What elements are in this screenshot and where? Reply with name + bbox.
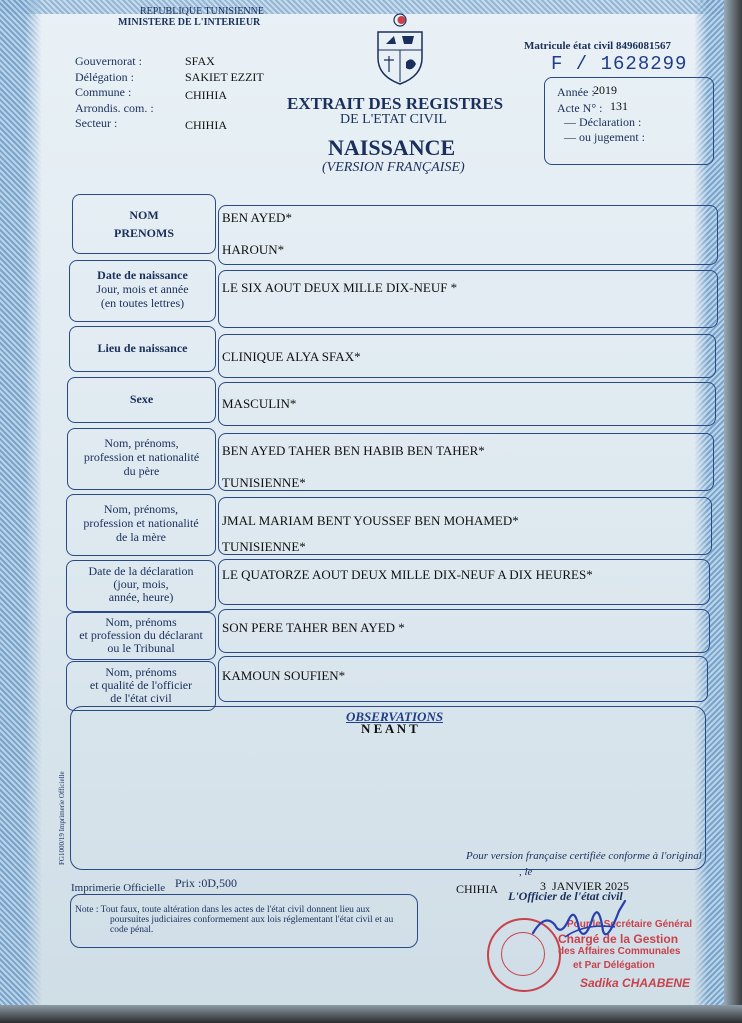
- gouvernorat-value: SFAX: [185, 54, 215, 68]
- naissance-value: LE SIX AOUT DEUX MILLE DIX-NEUF *: [222, 280, 458, 295]
- sexe-value: MASCULIN*: [222, 396, 297, 411]
- naissance-label: Date de naissance: [97, 268, 188, 282]
- declaration-label: — Déclaration :: [564, 115, 642, 129]
- declaration-date-label1: Date de la déclaration: [88, 564, 194, 578]
- secteur-value: CHIHIA: [185, 118, 227, 132]
- mere-label-box: [66, 494, 216, 556]
- declarant-label3: ou le Tribunal: [107, 641, 175, 655]
- signature-icon: [525, 893, 635, 948]
- annee-label: Année :: [557, 85, 595, 99]
- sexe-label-box: [67, 377, 216, 423]
- acte-value: 131: [610, 99, 628, 113]
- naissance-value-box: [218, 270, 718, 328]
- decorative-border-left: [0, 0, 42, 1023]
- naissance-sublabel2: (en toutes lettres): [100, 296, 185, 310]
- ministry-label: MINISTERE DE L'INTERIEUR: [118, 17, 261, 28]
- pere-nationality-value: TUNISIENNE*: [222, 475, 306, 490]
- officer-title: L'Officier de l'état civil: [508, 889, 623, 903]
- declaration-date-value: LE QUATORZE AOUT DEUX MILLE DIX-NEUF A DIX HEURES*: [222, 567, 593, 582]
- commune-value: CHIHIA: [185, 88, 227, 102]
- date-value: JANVIER 2025: [552, 879, 629, 893]
- nom-value: BEN AYED*: [222, 210, 292, 225]
- matricule-value: 8496081567: [615, 40, 671, 52]
- title-main: NAISSANCE: [328, 135, 456, 160]
- note-line1: Note : Tout faux, toute altération dans les actes de l'état civil donnent lieu aux: [75, 905, 371, 915]
- pere-label-box: [67, 428, 216, 490]
- commune-label: Commune :: [75, 85, 132, 99]
- background-edge-bottom: [0, 1005, 742, 1023]
- officier-label1: Nom, prénoms: [105, 665, 177, 679]
- printer-label: Imprimerie Officielle: [71, 882, 166, 894]
- mere-nationality-value: TUNISIENNE*: [222, 539, 306, 554]
- acte-label: Acte N° :: [557, 101, 603, 115]
- nom-value-box: [218, 205, 718, 265]
- stamp-line4: et Par Délégation: [573, 960, 655, 971]
- observations-title: OBSERVATIONS: [346, 709, 444, 724]
- pere-label1: Nom, prénoms,: [104, 436, 179, 450]
- matricule-label: Matricule état civil 8496081567: [524, 40, 671, 52]
- prenoms-label: PRENOMS: [114, 226, 174, 240]
- mere-label2: profession et nationalité: [83, 516, 199, 530]
- secteur-label: Secteur :: [75, 116, 118, 130]
- title-version: (VERSION FRANÇAISE): [322, 160, 465, 175]
- mere-name-value: JMAL MARIAM BENT YOUSSEF BEN MOHAMED*: [222, 513, 519, 528]
- nom-label-box: [72, 194, 216, 254]
- officier-value: KAMOUN SOUFIEN*: [222, 668, 346, 683]
- price-label: Prix :0D,500: [175, 876, 238, 890]
- lieu-label: Lieu de naissance: [97, 341, 188, 355]
- republic-label: REPUBLIQUE TUNISIENNE: [140, 6, 264, 17]
- pere-name-value: BEN AYED TAHER BEN HABIB BEN TAHER*: [222, 443, 485, 458]
- observations-value: N E A N T: [361, 721, 418, 736]
- certified-text: Pour version française certifiée conforme à l'original: [466, 850, 702, 862]
- stamp-line3: des Affaires Communales: [558, 946, 681, 957]
- tunisia-emblem-icon: [372, 10, 428, 88]
- declarant-value: SON PERE TAHER BEN AYED *: [222, 620, 405, 635]
- jugement-label: — ou jugement :: [564, 130, 645, 144]
- title-line2: DE L'ETAT CIVIL: [340, 112, 447, 127]
- le-label: , le: [519, 866, 533, 878]
- prenoms-value: HAROUN*: [222, 242, 285, 257]
- pere-label2: profession et nationalité: [83, 450, 200, 464]
- officier-label-box: [66, 661, 216, 711]
- stamp-line1: Pour le Secrétaire Général: [567, 919, 693, 930]
- lieu-label-box: [69, 326, 216, 372]
- naissance-label-box: [69, 260, 216, 322]
- background-edge-right: [724, 0, 742, 1023]
- decorative-border-top: [0, 0, 742, 14]
- declaration-date-label-box: [66, 560, 216, 612]
- side-code: FG1000/19 Imprimerie Officielle: [58, 771, 66, 865]
- declarant-label-box: [66, 612, 216, 660]
- arrondissement-label: Arrondis. com. :: [75, 100, 154, 115]
- note-line3: code pénal.: [110, 925, 154, 935]
- nom-label: NOM: [129, 208, 159, 222]
- stamp-line2: Chargé de la Gestion: [558, 932, 679, 946]
- gouvernorat-label: Gouvernorat :: [75, 54, 142, 68]
- annee-value: 2019: [593, 83, 617, 97]
- date-day-value: 3: [540, 879, 546, 893]
- location-labels: [75, 54, 154, 132]
- pere-label3: du père: [123, 464, 160, 478]
- delegation-value: SAKIET EZZIT: [185, 70, 264, 84]
- mere-label1: Nom, prénoms,: [103, 502, 179, 516]
- declaration-date-label2: (jour, mois,: [113, 577, 169, 591]
- mere-label3: de la mère: [116, 530, 166, 544]
- serial-number: F / 1628299: [551, 53, 688, 75]
- declarant-label2: et profession du déclarant: [79, 628, 203, 642]
- lieu-value: CLINIQUE ALYA SFAX*: [222, 349, 361, 364]
- declarant-label1: Nom, prénoms: [105, 615, 177, 629]
- delegation-label: Délégation :: [75, 69, 134, 84]
- place-value: CHIHIA: [456, 882, 498, 896]
- declaration-date-label3: année, heure): [108, 590, 174, 604]
- officier-label3: de l'état civil: [110, 691, 172, 705]
- sexe-label: Sexe: [129, 392, 154, 406]
- note-line2: poursuites judiciaires conformement aux lois réglementant l'état civil et au: [110, 915, 394, 925]
- stamp-name: Sadika CHAABENE: [580, 976, 691, 990]
- naissance-sublabel1: Jour, mois et année: [96, 282, 189, 296]
- officier-label2: et qualité de l'officier: [89, 678, 193, 692]
- title-line1: EXTRAIT DES REGISTRES: [287, 94, 504, 113]
